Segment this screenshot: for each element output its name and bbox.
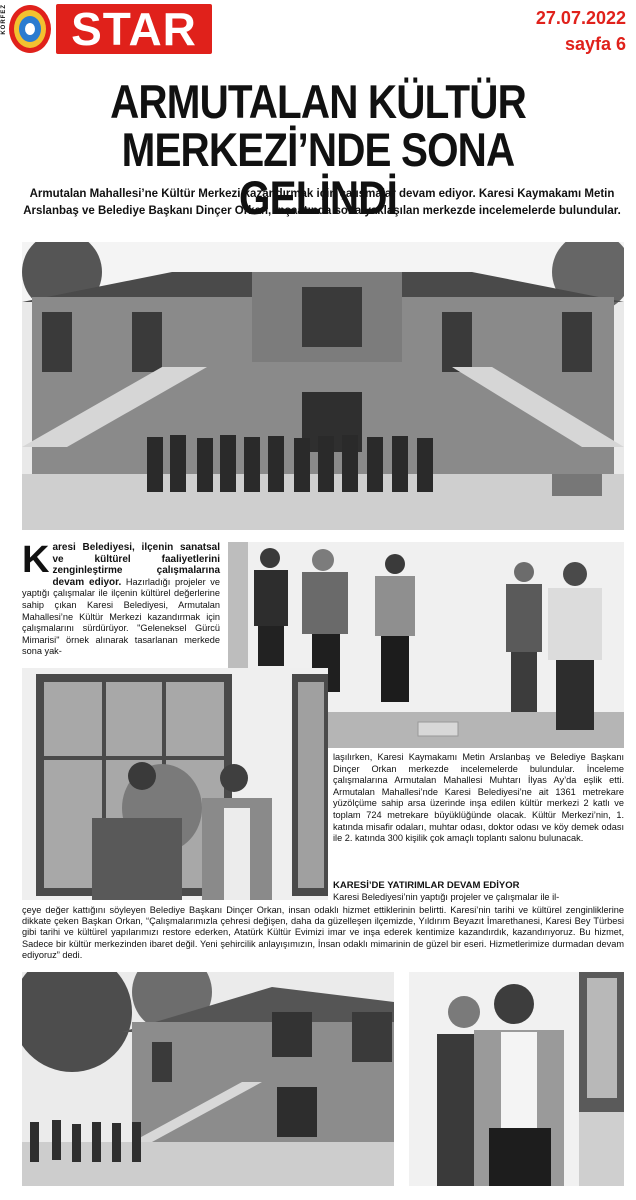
article-column-intro: [22, 539, 220, 658]
logo-side-text: KÖRFEZ: [1, 4, 7, 35]
headline-line-2: MERKEZİ’NDE SONA GELİNDİ: [121, 123, 515, 224]
main-photo-building: [22, 242, 624, 530]
target-roundel-icon: [8, 4, 52, 54]
article-paragraph-3-full: [22, 905, 624, 961]
article-column-right: [333, 752, 624, 845]
masthead-logo: STAR: [56, 4, 212, 54]
photo-two-officials: [409, 972, 624, 1186]
page-number: sayfa 6: [564, 34, 626, 54]
article-paragraph-1: Hazırladığı projeler ve yaptığı çalışmalar ile ilçenin kültürel değerlerine sahip çıkan Karesi Belediyesi, Armutalan Mahallesi’ne Kültür Merkezi kazandırmak için çalışmalarını sürdürüyor. "Geleneksel Gürcü Mimarisi" örnek alınarak tasarlanan merkede sona yak-: [22, 576, 220, 657]
lead-paragraph: [22, 186, 622, 220]
photo-window-inspection: [22, 668, 328, 900]
lead-line-2: Arslanbaş ve Belediye Başkanı Dinçer Orkan, inşaatında sona yaklaşılan merkezde incelemelerde bulundular.: [23, 205, 621, 217]
masthead: [0, 0, 636, 62]
photo-building-exterior: [22, 972, 394, 1186]
issue-date: 27.07.2022: [535, 8, 626, 28]
article-intro-bold: aresi Belediyesi, ilçenin sanatsal ve kültürel faaliyetlerini zenginleştirme çalışmalarına devam ediyor.: [52, 542, 220, 588]
article-subhead: KARESİ’DE YATIRIMLAR DEVAM EDİYOR: [333, 880, 520, 891]
dropcap: K: [22, 539, 50, 581]
headline-line-1: ARMUTALAN KÜLTÜR: [110, 75, 526, 128]
lead-line-1: Armutalan Mahallesi’ne Kültür Merkezi kazandırmak için çalışmalar devam ediyor. Karesi Kaymakamı Metin: [29, 188, 615, 200]
article-paragraph-3-start: [333, 892, 624, 904]
article-paragraph-3a: Karesi Belediyesi’nin yaptığı projeler ve çalışmalar ile il-: [333, 892, 560, 902]
article-paragraph-3b: çeye değer kattığını söyleyen Belediye Başkanı Dinçer Orkan, insan odaklı hizmet ettiklerinin belirtti. Karesi’nin tarihi ve kültürel zenginliklerine dikkate çeken Başkan Orkan, “Çalışmalarımızla çehresi değişen, daha da güzelleşen ilçemizde, Yıldırım Beyazıt İmarethanesi, Karesi Bey Türbesi gibi tarihi ve kültürel yapılarımızı restore ederken, Atatürk Kültür Evimizi imar ve inşa ederek kentimize kazandırdık, kazandırıyoruz. Bu hizmet, Sadece bir kültür merkezinden ibaret değil. Yeni şehircilik anlayışımızın, İnsan odaklı mimarinin de güzel bir eseri. Hizmetlerimize durmadan devam ediyoruz” dedi.: [22, 905, 624, 960]
article-paragraph-2: laşılırken, Karesi Kaymakamı Metin Arslanbaş ve Belediye Başkanı Dinçer Orkan merkezde incelemelerde bulundular. İnceleme çalışmalarına Armutalan Mahallesi Muhtarı İlyas Ay’da eşlik etti. Armutalan Mahallesi’nde Karesi Belediyesi’ne ait 1361 metrekare yüzölçüme sahip arsa üzerinde inşa edilen kültür merkezi 2 katlı ve toplam 724 metrekare büyüklüğünde olacak. Kültür Merkezi’nin, 1. katında misafir odaları, muhtar odası, doktor odası ve köy demek odası ile 2. katında 300 kişilik çok amaçlı toplantı salonu bulunacak.: [333, 752, 624, 844]
